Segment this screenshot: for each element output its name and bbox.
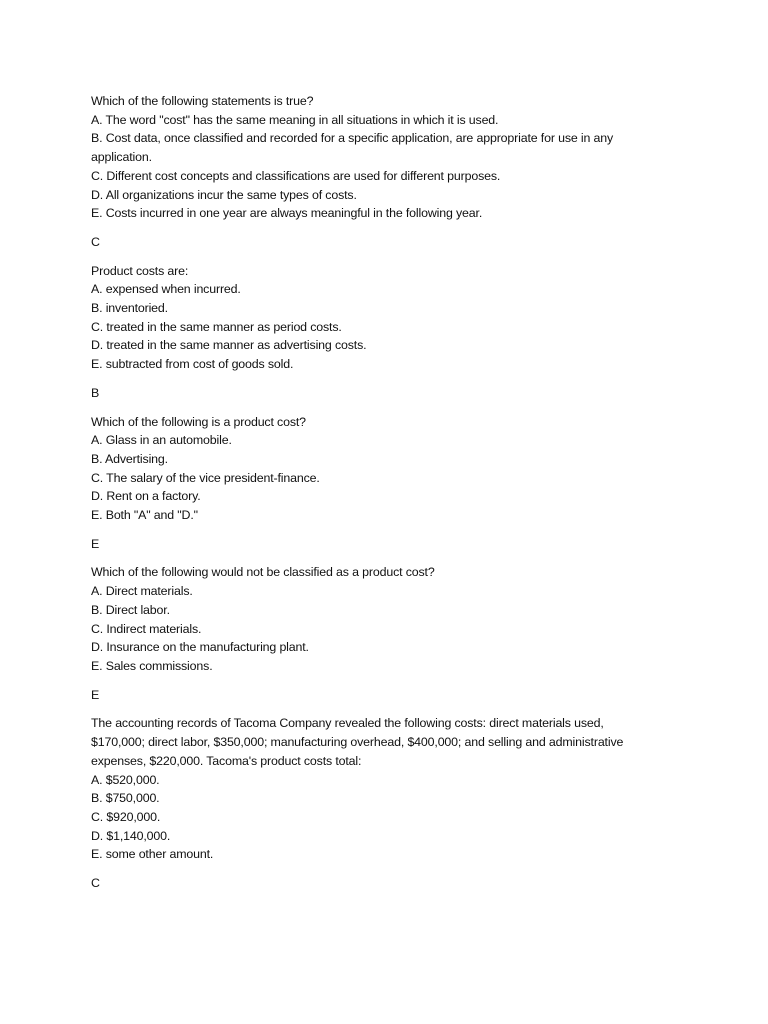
question-2 xyxy=(91,262,691,403)
answer-key: C xyxy=(91,234,100,249)
option-d: D. All organizations incur the same types of costs. xyxy=(91,187,357,202)
option-e: E. some other amount. xyxy=(91,847,214,862)
question-prompt: Which of the following statements is true? xyxy=(91,94,314,108)
option-b: B. Advertising. xyxy=(91,451,168,466)
option-e: E. Costs incurred in one year are always meaningful in the following year. xyxy=(91,206,483,221)
option-a: A. Direct materials. xyxy=(91,584,193,599)
option-a: A. The word "cost" has the same meaning in all situations in which it is used. xyxy=(91,112,499,127)
document-page xyxy=(91,92,691,903)
question-prompt-line-3: expenses, $220,000. Tacoma's product costs total: xyxy=(91,753,362,768)
option-e: E. Both "A" and "D." xyxy=(91,508,198,523)
question-5 xyxy=(91,714,691,892)
answer-key: E xyxy=(91,687,100,702)
option-e: E. Sales commissions. xyxy=(91,658,213,673)
option-c: C. Indirect materials. xyxy=(91,621,202,636)
option-b: B. $750,000. xyxy=(91,791,160,806)
question-3 xyxy=(91,413,691,554)
option-e: E. subtracted from cost of goods sold. xyxy=(91,357,294,372)
option-a: A. expensed when incurred. xyxy=(91,282,241,297)
option-c: C. Different cost concepts and classifications are used for different purposes. xyxy=(91,168,501,183)
option-d: D. treated in the same manner as advertising costs. xyxy=(91,338,367,353)
option-d: D. Rent on a factory. xyxy=(91,489,201,504)
option-b: B. Direct labor. xyxy=(91,602,170,617)
option-b-continued: application. xyxy=(91,150,152,165)
question-1 xyxy=(91,92,691,252)
option-b: B. Cost data, once classified and recorded for a specific application, are appropriate for use in any xyxy=(91,131,614,146)
option-c: C. $920,000. xyxy=(91,809,161,824)
option-a: A. $520,000. xyxy=(91,772,160,787)
question-prompt: Which of the following would not be classified as a product cost? xyxy=(91,565,435,580)
question-4 xyxy=(91,563,691,704)
option-a: A. Glass in an automobile. xyxy=(91,433,232,448)
question-prompt: Which of the following is a product cost? xyxy=(91,414,306,429)
option-d: D. Insurance on the manufacturing plant. xyxy=(91,640,309,655)
option-c: C. treated in the same manner as period costs. xyxy=(91,319,342,334)
question-prompt-line-2: $170,000; direct labor, $350,000; manufacturing overhead, $400,000; and selling and administrative xyxy=(91,735,624,750)
option-b: B. inventoried. xyxy=(91,301,168,316)
question-prompt-line-1: The accounting records of Tacoma Company revealed the following costs: direct materials used, xyxy=(91,716,604,731)
question-prompt: Product costs are: xyxy=(91,263,189,278)
answer-key: C xyxy=(91,876,100,891)
answer-key: E xyxy=(91,536,100,551)
answer-key: B xyxy=(91,385,100,400)
option-c: C. The salary of the vice president-finance. xyxy=(91,470,320,485)
option-d: D. $1,140,000. xyxy=(91,828,171,843)
